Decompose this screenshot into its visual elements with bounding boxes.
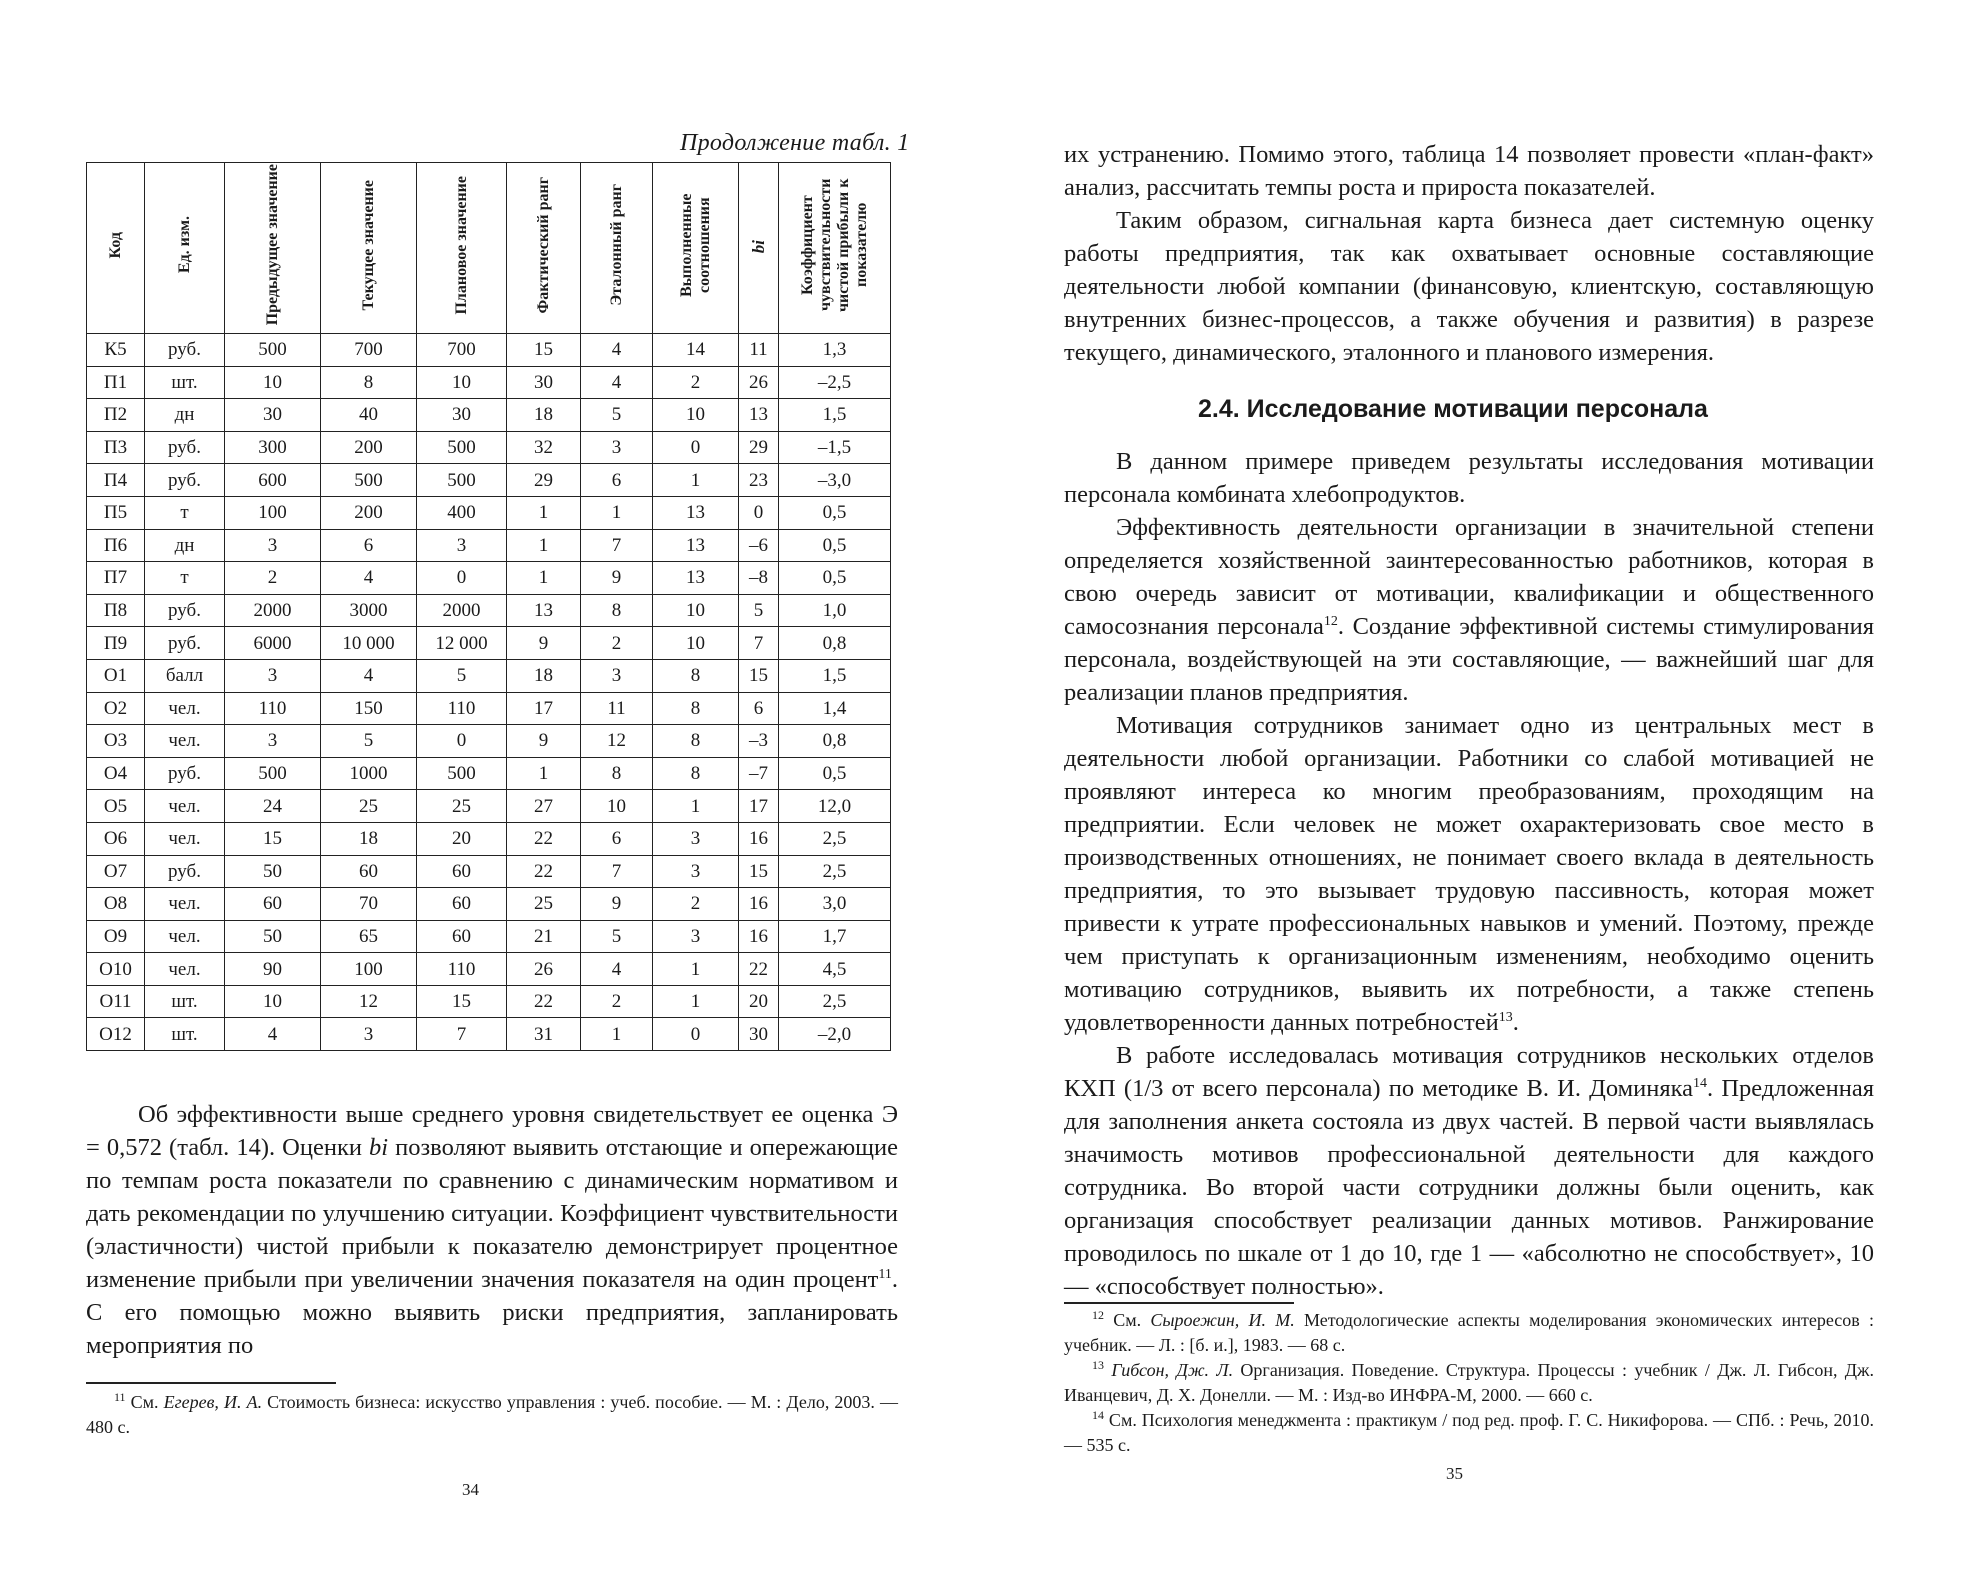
paragraph: Таким образом, сигнальная карта бизнеса дает системную оценку работы предприятия, так как охватывает основные составляющие деятельности любой компании (финансовую, клиентскую, составляющую внутренних бизнес-процессов, а также обучения и развития) в разрезе текущего, динамического, эталонного и планового измерения. [1064, 207, 1874, 366]
table-cell: т [145, 562, 225, 595]
table-cell: 3 [225, 725, 321, 758]
footnote-12: $^{12}$ См. Сыроежин, И. М. Методологические аспекты моделирования экономических интересов : учебник. — Л. : [б. и.], 1983. — 68 с. [1064, 1308, 1874, 1355]
table-cell: руб. [145, 855, 225, 888]
table-cell: 0 [417, 725, 507, 758]
table-cell: О8 [87, 888, 145, 921]
table-cell: 50 [225, 855, 321, 888]
table-cell: 10 [653, 399, 739, 432]
table-cell: 1,0 [779, 594, 891, 627]
footnote-ref: 11 [878, 1266, 892, 1282]
table-cell: 4 [581, 334, 653, 367]
table-cell: 65 [321, 920, 417, 953]
table-cell: –6 [739, 529, 779, 562]
table-cell: 8 [653, 725, 739, 758]
table-cell: П4 [87, 464, 145, 497]
table-cell: 7 [739, 627, 779, 660]
table-cell: П7 [87, 562, 145, 595]
footnote-13: $^{13}$ Гибсон, Дж. Л. Организация. Поведение. Структура. Процессы : учебник / Дж. Л. Гибсон, Дж. Иванцевич, Д. Х. Донелли. — М. : Изд-во ИНФРА-М, 2000. — 660 с. [1064, 1358, 1874, 1405]
table-row [87, 888, 891, 921]
table-cell: О6 [87, 822, 145, 855]
table-cell: руб. [145, 627, 225, 660]
table-cell: 2 [653, 366, 739, 399]
table-cell: 6 [581, 464, 653, 497]
table-cell: 3 [321, 1018, 417, 1051]
table-cell: чел. [145, 725, 225, 758]
table-cell: 23 [739, 464, 779, 497]
table-cell: 50 [225, 920, 321, 953]
table-cell: 8 [321, 366, 417, 399]
table-cell: П8 [87, 594, 145, 627]
right-footnotes [1064, 1308, 1874, 1458]
table-cell: 200 [321, 496, 417, 529]
table-cell: П3 [87, 431, 145, 464]
table-cell: 12 [581, 725, 653, 758]
table-cell: О5 [87, 790, 145, 823]
table-cell: 5 [321, 725, 417, 758]
table-row [87, 1018, 891, 1051]
table-cell: 7 [581, 855, 653, 888]
col-header: Плановое значение [417, 163, 507, 334]
table-cell: 1000 [321, 757, 417, 790]
table-cell: руб. [145, 464, 225, 497]
table-cell: т [145, 496, 225, 529]
table-cell: О4 [87, 757, 145, 790]
table-cell: 22 [507, 822, 581, 855]
table-cell: 14 [653, 334, 739, 367]
footnote-divider [1064, 1302, 1294, 1304]
table-cell: 3 [581, 659, 653, 692]
table-cell: 10 [581, 790, 653, 823]
table-cell: П1 [87, 366, 145, 399]
table-cell: 32 [507, 431, 581, 464]
table-cell: 4 [225, 1018, 321, 1051]
table-cell: –1,5 [779, 431, 891, 464]
paragraph-text: Об эффективности выше среднего уровня свидетельствует ее оценка Э = 0,572 (табл. 14). Оценки [86, 1101, 898, 1161]
table-cell: 1 [653, 464, 739, 497]
table-cell: 60 [417, 920, 507, 953]
table-cell: 15 [507, 334, 581, 367]
table-cell: 0 [653, 431, 739, 464]
table-cell: 10 [653, 627, 739, 660]
table-cell: 60 [225, 888, 321, 921]
table-cell: –2,0 [779, 1018, 891, 1051]
table-cell: 18 [507, 399, 581, 432]
paragraph-text: позволяют выявить отстающие и опережающие по темпам роста показатели по сравнению с динамическим нормативом и дать рекомендации по улучшению ситуации. Коэффициент чувствительности (эластичности) чистой прибыли к показателю демонстрирует процентное изменение прибыли при увеличении значения показателя на один процент [86, 1134, 898, 1293]
table-cell: 3 [225, 659, 321, 692]
table-cell: 11 [739, 334, 779, 367]
table-cell: 40 [321, 399, 417, 432]
table-cell: 18 [507, 659, 581, 692]
table-cell: 2 [581, 627, 653, 660]
table-row [87, 953, 891, 986]
table-cell: 400 [417, 496, 507, 529]
table-cell: 1 [581, 496, 653, 529]
table-cell: 6 [321, 529, 417, 562]
table-cell: 5 [581, 399, 653, 432]
table-cell: 18 [321, 822, 417, 855]
table-row [87, 855, 891, 888]
table-cell: 2 [653, 888, 739, 921]
table-cell: 150 [321, 692, 417, 725]
col-header: Ед. изм. [145, 163, 225, 334]
table-cell: 26 [739, 366, 779, 399]
section-heading: 2.4. Исследование мотивации персонала [1198, 395, 1708, 423]
table-cell: 1 [653, 790, 739, 823]
table-cell: чел. [145, 692, 225, 725]
table-cell: 12 [321, 985, 417, 1018]
table-cell: руб. [145, 431, 225, 464]
table-cell: чел. [145, 953, 225, 986]
table-cell: 6 [739, 692, 779, 725]
table-cell: 600 [225, 464, 321, 497]
table-row [87, 464, 891, 497]
table-cell: 13 [653, 562, 739, 595]
table-cell: 3,0 [779, 888, 891, 921]
table-cell: 4 [321, 562, 417, 595]
table-cell: 10 [225, 366, 321, 399]
table-cell: шт. [145, 1018, 225, 1051]
table-cell: 0,8 [779, 725, 891, 758]
page-number: 35 [1446, 1464, 1463, 1483]
table-cell: 21 [507, 920, 581, 953]
paragraph: В данном примере приведем результаты исследования мотивации персонала комбината хлебопродуктов. [1064, 448, 1874, 508]
table-cell: П5 [87, 496, 145, 529]
table-cell: чел. [145, 920, 225, 953]
table-cell: 30 [507, 366, 581, 399]
table-cell: 3 [653, 855, 739, 888]
table-cell: 500 [417, 464, 507, 497]
table-row [87, 431, 891, 464]
table-cell: –3,0 [779, 464, 891, 497]
table-cell: К5 [87, 334, 145, 367]
table-cell: 1,5 [779, 399, 891, 432]
footnote-11: $^{11}$ См. Егерев, И. А. Стоимость бизнеса: искусство управления : учеб. пособие. — М. : Дело, 2003. — 480 с. [86, 1390, 898, 1437]
table-row [87, 692, 891, 725]
table-cell: 1,7 [779, 920, 891, 953]
table-cell: 1,3 [779, 334, 891, 367]
bi-symbol: bi [369, 1134, 389, 1161]
table-row [87, 920, 891, 953]
table-cell: 500 [225, 757, 321, 790]
table-cell: 700 [321, 334, 417, 367]
table-cell: 3 [225, 529, 321, 562]
col-header: Выполненные соотношения [653, 163, 739, 334]
table-cell: 3 [417, 529, 507, 562]
table-cell: 30 [225, 399, 321, 432]
table-cell: 15 [417, 985, 507, 1018]
paragraph: Мотивация сотрудников занимает одно из центральных мест в деятельности любой организации. Работники со слабой мотивацией не проявляют интереса ко многим преобразованиям, проходящим на предприятии. Если человек не может охарактеризовать свое место в производственных отношениях, не понимает своего вклада в деятельность предприятия, то это вызывает трудовую пассивность, которая может привести к утрате профессиональных навыков и умений. Поэтому, прежде чем приступать к организационным изменениям, необходимо оценить мотивацию сотрудников, выявить их потребности, а также степень удовлетворенности данных потребностей$^{13}$. [1064, 712, 1874, 1036]
left-body-paragraph [86, 1098, 898, 1362]
table-cell: 12 000 [417, 627, 507, 660]
footnote-divider [86, 1382, 336, 1384]
table-cell: О10 [87, 953, 145, 986]
table-cell: 3 [653, 822, 739, 855]
paragraph: В работе исследовалась мотивация сотрудников нескольких отделов КХП (1/3 от всего персонала) по методике В. И. Доминяка$^{14}$. Предложенная для заполнения анкета состояла из двух частей. В первой части выявлялась значимость мотивов профессиональной деятельности для каждого сотрудника. Во второй части сотрудники должны были оценить, как организация способствует реализации данных мотивов. Ранжирование проводилось по шкале от 1 до 10, где 1 — «абсолютно не способствует», 10 — «способствует полностью». [1064, 1042, 1875, 1300]
table-cell: 0 [739, 496, 779, 529]
footnote-ref: 13 [1498, 1009, 1513, 1025]
table-cell: 5 [417, 659, 507, 692]
table-cell: 3 [581, 431, 653, 464]
indicators-table [86, 162, 891, 1051]
right-main-text [1064, 445, 1874, 1303]
table-body [87, 334, 891, 1051]
table-cell: П2 [87, 399, 145, 432]
table-cell: 4 [581, 366, 653, 399]
table-cell: 4 [581, 953, 653, 986]
table-cell: 4,5 [779, 953, 891, 986]
table-cell: 11 [581, 692, 653, 725]
table-cell: 22 [739, 953, 779, 986]
table-cell: О9 [87, 920, 145, 953]
table-cell: дн [145, 529, 225, 562]
table-cell: 0,5 [779, 496, 891, 529]
table-cell: 6000 [225, 627, 321, 660]
table-cell: 29 [739, 431, 779, 464]
table-cell: 1 [507, 529, 581, 562]
table-cell: 8 [653, 757, 739, 790]
table-cell: 5 [581, 920, 653, 953]
table-cell: 3000 [321, 594, 417, 627]
table-cell: 90 [225, 953, 321, 986]
table-cell: 8 [581, 594, 653, 627]
table-cell: 9 [507, 627, 581, 660]
table-cell: 0,8 [779, 627, 891, 660]
table-cell: 29 [507, 464, 581, 497]
table-cell: 9 [581, 888, 653, 921]
table-cell: 2000 [225, 594, 321, 627]
col-header: Коэффициент чувствительности чистой прибыли к показателю [779, 163, 891, 334]
col-header: Предыдущее значение [225, 163, 321, 334]
table-cell: 0,5 [779, 562, 891, 595]
right-page [982, 0, 1964, 1584]
col-header: Код [87, 163, 145, 334]
table-cell: 0 [417, 562, 507, 595]
table-cell: 12,0 [779, 790, 891, 823]
table-row [87, 822, 891, 855]
table-cell: 9 [581, 562, 653, 595]
table-cell: 16 [739, 888, 779, 921]
table-cell: О11 [87, 985, 145, 1018]
paragraph-text: . С его помощью можно выявить риски предприятия, запланировать мероприятия по [86, 1266, 898, 1359]
table-cell: –3 [739, 725, 779, 758]
table-cell: 25 [507, 888, 581, 921]
table-cell: 0 [653, 1018, 739, 1051]
table-cell: 2000 [417, 594, 507, 627]
col-header: Фактический ранг [507, 163, 581, 334]
page-number: 34 [462, 1480, 479, 1499]
table-cell: 31 [507, 1018, 581, 1051]
table-cell: 500 [417, 757, 507, 790]
table-cell: 0,5 [779, 757, 891, 790]
table-cell: 10 [225, 985, 321, 1018]
footnote-14: $^{14}$ См. Психология менеджмента : практикум / под ред. проф. Г. С. Никифорова. — СПб. : Речь, 2010. — 535 с. [1064, 1408, 1874, 1455]
table-cell: О12 [87, 1018, 145, 1051]
table-cell: 2 [225, 562, 321, 595]
table-cell: 10 000 [321, 627, 417, 660]
table-cell: руб. [145, 334, 225, 367]
table-cell: 25 [321, 790, 417, 823]
table-cell: 3 [653, 920, 739, 953]
table-cell: дн [145, 399, 225, 432]
col-header: bi [739, 163, 779, 334]
table-cell: 15 [225, 822, 321, 855]
table-cell: 9 [507, 725, 581, 758]
table-cell: 100 [225, 496, 321, 529]
paragraph: их устранению. Помимо этого, таблица 14 позволяет провести «план-факт» анализ, рассчитать темпы роста и прироста показателей. [1064, 141, 1874, 201]
table-cell: О7 [87, 855, 145, 888]
table-cell: 60 [321, 855, 417, 888]
table-row [87, 790, 891, 823]
left-footnotes [86, 1390, 898, 1440]
table-cell: 10 [653, 594, 739, 627]
table-cell: 110 [417, 953, 507, 986]
table-row [87, 627, 891, 660]
table-cell: 60 [417, 855, 507, 888]
col-header: Эталонный ранг [581, 163, 653, 334]
table-cell: 300 [225, 431, 321, 464]
table-cell: 110 [225, 692, 321, 725]
table-cell: 24 [225, 790, 321, 823]
table-cell: 2,5 [779, 855, 891, 888]
table-cell: 15 [739, 659, 779, 692]
table-continuation-caption: Продолжение табл. 1 [680, 130, 910, 156]
table-cell: 17 [507, 692, 581, 725]
table-cell: чел. [145, 790, 225, 823]
table-cell: 1,4 [779, 692, 891, 725]
table-cell: –8 [739, 562, 779, 595]
table-row [87, 529, 891, 562]
table-cell: 17 [739, 790, 779, 823]
table-cell: 4 [321, 659, 417, 692]
table-cell: П6 [87, 529, 145, 562]
table-cell: 7 [581, 529, 653, 562]
table-cell: балл [145, 659, 225, 692]
table-cell: 60 [417, 888, 507, 921]
table-cell: 110 [417, 692, 507, 725]
table-cell: –2,5 [779, 366, 891, 399]
table-cell: 100 [321, 953, 417, 986]
table-cell: 16 [739, 920, 779, 953]
table-cell: О1 [87, 659, 145, 692]
table-cell: О3 [87, 725, 145, 758]
table-cell: 70 [321, 888, 417, 921]
col-header: Текущее значение [321, 163, 417, 334]
table-cell: 2,5 [779, 822, 891, 855]
table-cell: 1 [507, 562, 581, 595]
table-cell: 1 [581, 1018, 653, 1051]
table-row [87, 496, 891, 529]
table-cell: П9 [87, 627, 145, 660]
table-cell: 5 [739, 594, 779, 627]
table-cell: 27 [507, 790, 581, 823]
table-cell: 13 [653, 496, 739, 529]
table-cell: 700 [417, 334, 507, 367]
table-cell: 13 [739, 399, 779, 432]
table-cell: чел. [145, 822, 225, 855]
table-cell: 6 [581, 822, 653, 855]
table-cell: 2,5 [779, 985, 891, 1018]
table-row [87, 334, 891, 367]
table-header-row [87, 163, 891, 334]
table-cell: 1,5 [779, 659, 891, 692]
table-cell: 8 [581, 757, 653, 790]
table-cell: 7 [417, 1018, 507, 1051]
table-row [87, 985, 891, 1018]
table-cell: 500 [321, 464, 417, 497]
table-row [87, 562, 891, 595]
footnote-ref: 14 [1693, 1075, 1708, 1091]
table-cell: 0,5 [779, 529, 891, 562]
table-cell: О2 [87, 692, 145, 725]
paragraph: Эффективность деятельности организации в значительной степени определяется хозяйственной заинтересованностью работников, которая в свою очередь зависит от мотивации, квалификации и общественного самосознания персонала$^{12}$. Создание эффективной системы стимулирования персонала, воздействующей на эти составляющие, — важнейший шаг для реализации планов предприятия. [1064, 514, 1874, 706]
table-cell: 200 [321, 431, 417, 464]
table-row [87, 399, 891, 432]
table-cell: 2 [581, 985, 653, 1018]
table-cell: 25 [417, 790, 507, 823]
table-cell: 15 [739, 855, 779, 888]
table-cell: шт. [145, 366, 225, 399]
right-top-text [1064, 138, 1874, 369]
table-cell: 13 [507, 594, 581, 627]
table-cell: 1 [507, 757, 581, 790]
table-cell: чел. [145, 888, 225, 921]
table-row [87, 659, 891, 692]
table-cell: шт. [145, 985, 225, 1018]
table-cell: –7 [739, 757, 779, 790]
table-cell: руб. [145, 594, 225, 627]
table-cell: 22 [507, 985, 581, 1018]
table-row [87, 594, 891, 627]
table-cell: 26 [507, 953, 581, 986]
table-cell: 8 [653, 659, 739, 692]
table-cell: 13 [653, 529, 739, 562]
table-cell: 30 [417, 399, 507, 432]
footnote-ref: 12 [1323, 613, 1338, 629]
table-row [87, 366, 891, 399]
table-cell: 1 [507, 496, 581, 529]
table-cell: 30 [739, 1018, 779, 1051]
table-cell: 16 [739, 822, 779, 855]
table-cell: 500 [417, 431, 507, 464]
table-row [87, 757, 891, 790]
table-cell: 1 [653, 953, 739, 986]
table-row [87, 725, 891, 758]
table-cell: 10 [417, 366, 507, 399]
table-cell: 1 [653, 985, 739, 1018]
table-cell: 8 [653, 692, 739, 725]
table-cell: 22 [507, 855, 581, 888]
table-cell: 20 [417, 822, 507, 855]
table-cell: 500 [225, 334, 321, 367]
table-cell: 20 [739, 985, 779, 1018]
table-cell: руб. [145, 757, 225, 790]
